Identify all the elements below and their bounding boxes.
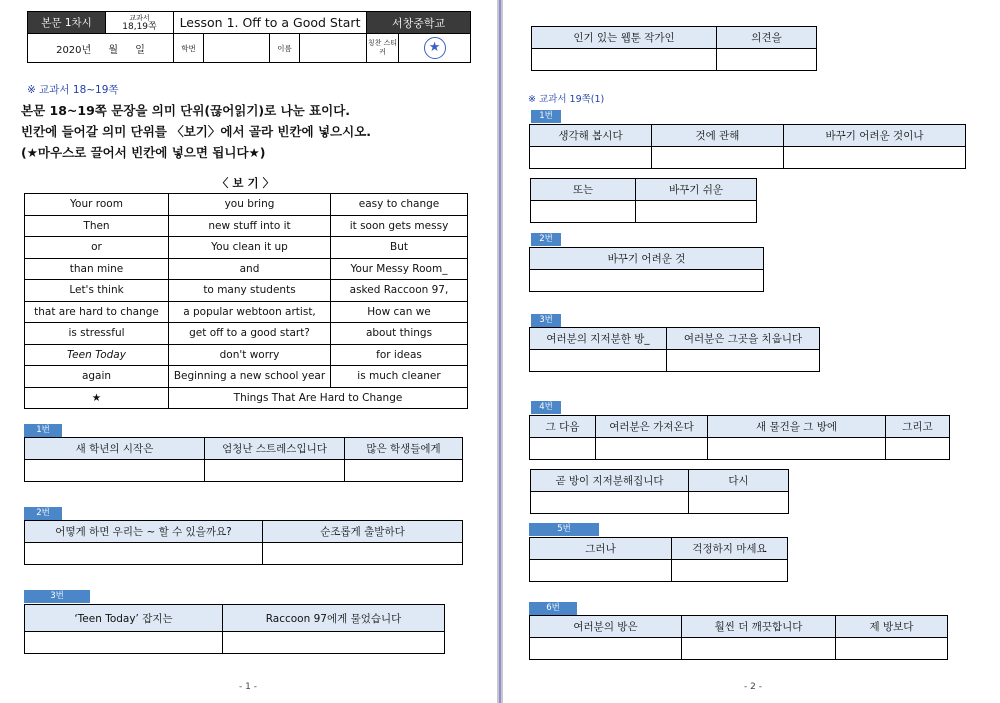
- bogi-row: [25, 258, 468, 280]
- year-label: 2020년: [56, 44, 92, 56]
- school-name: 서창중학교: [367, 12, 471, 34]
- question-4a-table: [529, 415, 950, 460]
- q2-prompt-1: 어떻게 하면 우리는 ~ 할 수 있을까요?: [25, 521, 263, 543]
- bogi-title: 〈 보 기 〉: [216, 176, 275, 190]
- question-5-label: 5번: [529, 523, 599, 536]
- question-2-table: [529, 247, 764, 292]
- bogi-phrase[interactable]: new stuff into it: [169, 215, 331, 237]
- top-continuation-table: [531, 26, 817, 71]
- q2-answer-1[interactable]: [530, 270, 764, 292]
- q1a-prompt-3: 바꾸기 어려운 것이나: [784, 125, 966, 147]
- question-1b-table: [530, 178, 757, 223]
- date-cell[interactable]: [28, 34, 174, 63]
- bogi-row: [25, 344, 468, 366]
- bogi-row: [25, 301, 468, 323]
- bogi-phrase[interactable]: to many students: [169, 280, 331, 302]
- q2-answer-2[interactable]: [263, 543, 463, 565]
- q6-answer-1[interactable]: [530, 638, 682, 660]
- question-5-table: [529, 537, 788, 582]
- q4a-answer-1[interactable]: [530, 438, 596, 460]
- q1a-prompt-1: 생각해 봅시다: [530, 125, 652, 147]
- q6-prompt-2: 훨씬 더 깨끗합니다: [682, 616, 836, 638]
- q4a-answer-2[interactable]: [596, 438, 708, 460]
- q3-answer-2[interactable]: [667, 350, 820, 372]
- sticker-cell[interactable]: [399, 34, 471, 63]
- month-label: 월: [108, 44, 119, 56]
- bogi-phrase[interactable]: Your room: [25, 194, 169, 216]
- bogi-row: [25, 215, 468, 237]
- bogi-row: [25, 366, 468, 388]
- q5-prompt-1: 그러나: [530, 538, 672, 560]
- bogi-phrase[interactable]: again: [25, 366, 169, 388]
- textbook-label: 교과서: [129, 13, 150, 22]
- bogi-phrase[interactable]: Your Messy Room_: [331, 258, 468, 280]
- question-1-label: 1번: [24, 424, 62, 437]
- instruction-line-3: (★마우스로 끌어서 빈칸에 넣으면 됩니다★): [21, 145, 266, 160]
- q1b-answer-1[interactable]: [531, 201, 636, 223]
- q4a-answer-3[interactable]: [708, 438, 886, 460]
- question-3-table: [24, 604, 445, 654]
- q1-prompt-2: 엄청난 스트레스입니다: [205, 438, 345, 460]
- bogi-phrase[interactable]: is much cleaner: [331, 366, 468, 388]
- question-6-table: [529, 615, 948, 660]
- q2-prompt-1: 바꾸기 어려운 것: [530, 248, 764, 270]
- bogi-star: ★: [25, 387, 169, 409]
- lesson-title: Lesson 1. Off to a Good Start: [174, 12, 367, 34]
- bogi-phrase-title[interactable]: Things That Are Hard to Change: [169, 387, 468, 409]
- question-1a-table: [529, 124, 966, 169]
- q1-answer-2[interactable]: [205, 460, 345, 482]
- q1-answer-3[interactable]: [345, 460, 463, 482]
- top-prompt-2: 의견을: [717, 27, 817, 49]
- q1b-prompt-2: 바꾸기 쉬운: [636, 179, 757, 201]
- page-number: - 1 -: [239, 682, 257, 692]
- student-no-label: 학번: [174, 34, 204, 63]
- bogi-phrase[interactable]: don't worry: [169, 344, 331, 366]
- bogi-row: [25, 237, 468, 259]
- bogi-phrase[interactable]: Let's think: [25, 280, 169, 302]
- bogi-phrase[interactable]: a popular webtoon artist,: [169, 301, 331, 323]
- name-label: 이름: [270, 34, 300, 63]
- q3-prompt-1: ‘Teen Today’ 잡지는: [25, 605, 223, 632]
- bogi-phrase[interactable]: Teen Today: [25, 344, 169, 366]
- bogi-phrase[interactable]: you bring: [169, 194, 331, 216]
- q3-answer-1[interactable]: [530, 350, 667, 372]
- q1b-answer-2[interactable]: [636, 201, 757, 223]
- bogi-row: [25, 194, 468, 216]
- worksheet-page-1: [0, 0, 497, 703]
- q2-answer-1[interactable]: [25, 543, 263, 565]
- q6-answer-2[interactable]: [682, 638, 836, 660]
- q3-answer-2[interactable]: [223, 632, 445, 654]
- q1a-answer-1[interactable]: [530, 147, 652, 169]
- bogi-phrase[interactable]: Then: [25, 215, 169, 237]
- instruction-line-2: 빈칸에 들어갈 의미 단위를 〈보기〉에서 골라 빈칸에 넣으시오.: [21, 124, 372, 139]
- question-2-label: 2번: [531, 233, 561, 246]
- name-field[interactable]: [300, 34, 367, 63]
- question-4b-table: [530, 469, 789, 514]
- question-1-label: 1번: [531, 110, 561, 123]
- bogi-row: [25, 280, 468, 302]
- instruction-line-1: 본문 18~19쪽 문장을 의미 단위(끊어읽기)로 나눈 표이다.: [21, 103, 351, 118]
- q4a-prompt-4: 그리고: [886, 416, 950, 438]
- q4b-answer-2[interactable]: [689, 492, 789, 514]
- q1-prompt-3: 많은 학생들에게: [345, 438, 463, 460]
- q2-prompt-2: 순조롭게 출발하다: [263, 521, 463, 543]
- q4b-prompt-1: 곧 방이 지저분해집니다: [531, 470, 689, 492]
- q3-prompt-2: Raccoon 97에게 물었습니다: [223, 605, 445, 632]
- bogi-phrase[interactable]: How can we: [331, 301, 468, 323]
- top-answer-2[interactable]: [717, 49, 817, 71]
- question-3-label: 3번: [24, 590, 90, 603]
- q6-prompt-1: 여러분의 방은: [530, 616, 682, 638]
- question-1-table: [24, 437, 463, 482]
- bogi-phrase[interactable]: about things: [331, 323, 468, 345]
- bogi-table: [24, 193, 468, 409]
- q1b-prompt-1: 또는: [531, 179, 636, 201]
- q6-answer-3[interactable]: [836, 638, 948, 660]
- textbook-pages: 18,19쪽: [122, 21, 157, 32]
- bogi-phrase[interactable]: it soon gets messy: [331, 215, 468, 237]
- worksheet-page-2: [503, 0, 1000, 703]
- bogi-phrase[interactable]: than mine: [25, 258, 169, 280]
- question-2-label: 2번: [24, 507, 62, 520]
- textbook-ref: ※ 교과서 18~19쪽: [27, 84, 119, 96]
- question-4-label: 4번: [531, 401, 561, 414]
- q4a-prompt-2: 여러분은 가져온다: [596, 416, 708, 438]
- sticker-label: 칭찬 스티커: [367, 34, 399, 63]
- bogi-phrase[interactable]: that are hard to change: [25, 301, 169, 323]
- q4a-prompt-3: 새 물건을 그 방에: [708, 416, 886, 438]
- bogi-phrase[interactable]: You clean it up: [169, 237, 331, 259]
- bogi-phrase[interactable]: for ideas: [331, 344, 468, 366]
- q1a-prompt-2: 것에 관해: [652, 125, 784, 147]
- question-6-label: 6번: [529, 602, 577, 615]
- q6-prompt-3: 제 방보다: [836, 616, 948, 638]
- q5-prompt-2: 걱정하지 마세요: [672, 538, 788, 560]
- q5-answer-1[interactable]: [530, 560, 672, 582]
- q1-answer-1[interactable]: [25, 460, 205, 482]
- q1a-answer-3[interactable]: [784, 147, 966, 169]
- bogi-phrase[interactable]: Beginning a new school year: [169, 366, 331, 388]
- textbook-pages-cell: [106, 12, 174, 34]
- textbook-ref: ※ 교과서 19쪽(1): [528, 94, 605, 105]
- bogi-phrase[interactable]: is stressful: [25, 323, 169, 345]
- bogi-phrase[interactable]: easy to change: [331, 194, 468, 216]
- q3-prompt-1: 여러분의 지저분한 방_: [530, 328, 667, 350]
- q4a-prompt-1: 그 다음: [530, 416, 596, 438]
- q1-prompt-1: 새 학년의 시작은: [25, 438, 205, 460]
- q1a-answer-2[interactable]: [652, 147, 784, 169]
- top-prompt-1: 인기 있는 웹툰 작가인: [532, 27, 717, 49]
- bogi-phrase[interactable]: get off to a good start?: [169, 323, 331, 345]
- question-2-table: [24, 520, 463, 565]
- bogi-phrase[interactable]: But: [331, 237, 468, 259]
- top-answer-1[interactable]: [532, 49, 717, 71]
- bogi-phrase[interactable]: or: [25, 237, 169, 259]
- q4a-answer-4[interactable]: [886, 438, 950, 460]
- q4b-answer-1[interactable]: [531, 492, 689, 514]
- q5-answer-2[interactable]: [672, 560, 788, 582]
- bogi-phrase[interactable]: and: [169, 258, 331, 280]
- day-label: 일: [135, 44, 145, 56]
- bogi-row: [25, 323, 468, 345]
- page-number: - 2 -: [744, 682, 762, 692]
- q4b-prompt-2: 다시: [689, 470, 789, 492]
- star-icon: ★: [424, 37, 446, 59]
- q3-answer-1[interactable]: [25, 632, 223, 654]
- worksheet-header: [27, 11, 471, 63]
- q3-prompt-2: 여러분은 그곳을 치웁니다: [667, 328, 820, 350]
- bogi-phrase[interactable]: asked Raccoon 97,: [331, 280, 468, 302]
- student-no-field[interactable]: [204, 34, 270, 63]
- lesson-time-cell: 본문 1차시: [28, 12, 106, 34]
- question-3-table: [529, 327, 820, 372]
- question-3-label: 3번: [531, 314, 561, 327]
